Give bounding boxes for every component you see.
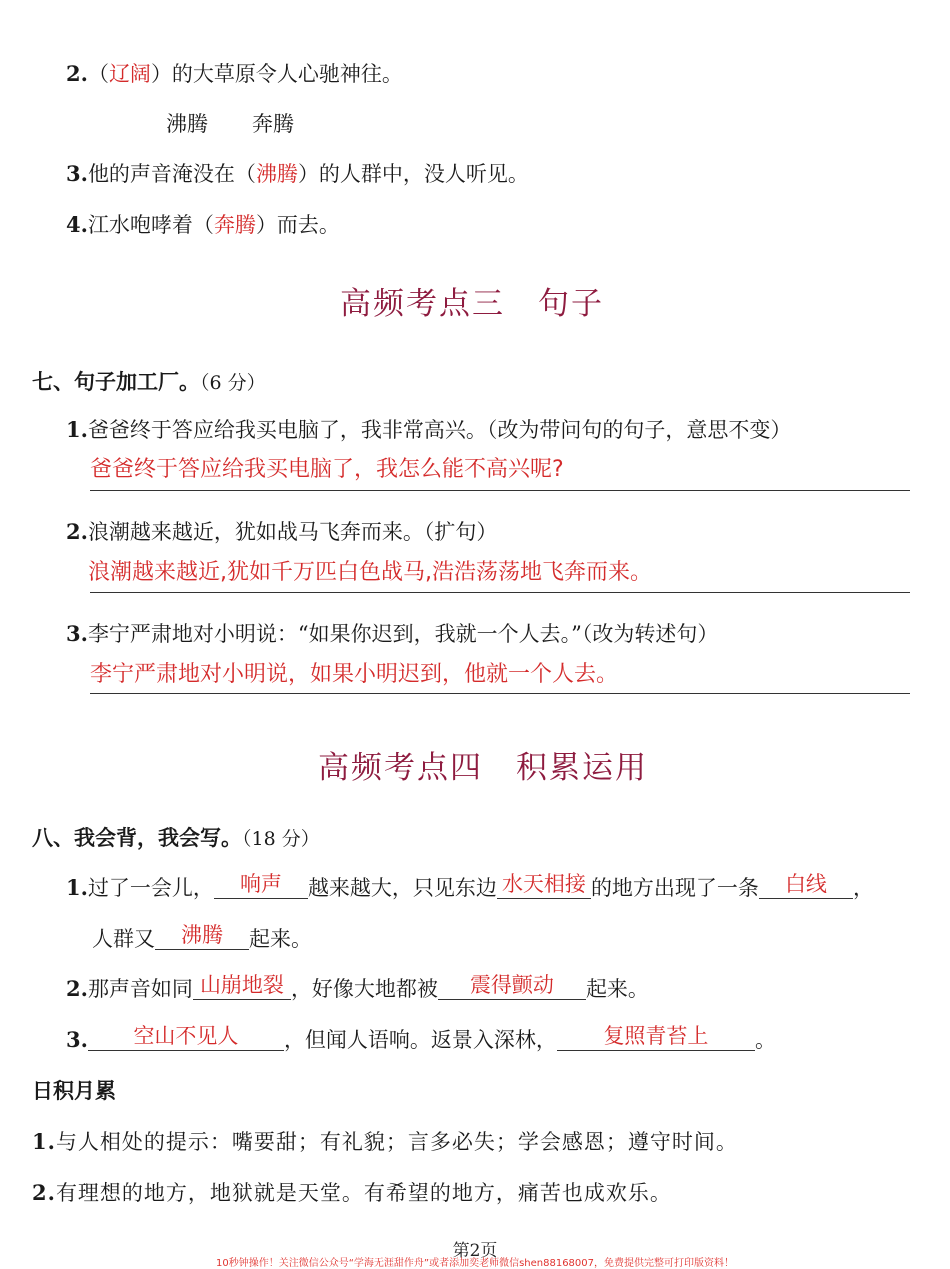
q8-item-1-blank-4[interactable] <box>155 923 249 950</box>
daily-item-1-text: 与人相处的提示：嘴要甜；有礼貌；言多必失；学会感恩；遵守时间。 <box>55 1130 738 1154</box>
item-4-post: ）而去。 <box>255 213 340 237</box>
q7-item-2-answer-line <box>90 592 910 593</box>
item-2-answer: 辽阔 <box>108 62 151 86</box>
item-2-pre: （ <box>87 62 109 86</box>
q8-item-3-answer-1: 空山不见人 <box>133 1024 239 1048</box>
footer-notice: 10秒钟操作！关注微信公众号“学海无涯甜作舟”或者添加奕老师微信shen88168007，免费提供完整可打印版资料！ <box>215 1258 735 1269</box>
q7-item-2-number: 2. <box>66 519 88 544</box>
question-7-score: （6 分） <box>200 372 266 394</box>
question-7-heading <box>32 366 266 396</box>
item-2-number: 2. <box>66 61 88 86</box>
q8-item-1-line-2 <box>92 923 312 953</box>
item-2-post: ）的大草原令人心驰神往。 <box>150 62 403 86</box>
daily-heading: 日积月累 <box>32 1079 116 1103</box>
daily-item-1-number: 1. <box>32 1129 56 1154</box>
q8-item-1-blank-3[interactable] <box>759 872 853 899</box>
q8-item-2-answer-2: 震得颤动 <box>469 973 554 997</box>
q8-item-2-answer-1: 山崩地裂 <box>199 973 284 997</box>
word-choice-2: 奔腾 <box>252 112 294 136</box>
word-choice-1: 沸腾 <box>166 112 208 136</box>
page-number: 第2页 <box>452 1241 498 1261</box>
q7-item-3-answer-line <box>90 693 910 694</box>
q8-item-1-line-1 <box>66 872 874 902</box>
q7-item-2-prompt <box>66 516 497 546</box>
q8-item-1-answer-2: 水天相接 <box>501 872 586 896</box>
q8-item-3-text-1: ，但闻人语响。返景入深林， <box>283 1028 557 1052</box>
daily-item-2-text: 有理想的地方，地狱就是天堂。有希望的地方，痛苦也成欢乐。 <box>55 1181 672 1205</box>
q8-item-2-blank-1[interactable] <box>193 973 291 1000</box>
q8-item-1-text-1: 过了一会儿， <box>87 876 214 900</box>
section-4-title: 高频考点四 积累运用 <box>318 750 648 786</box>
q8-item-1-text-3: 的地方出现了一条 <box>590 876 759 900</box>
q8-item-3-blank-1[interactable] <box>88 1024 284 1051</box>
q8-item-3-text-2: 。 <box>754 1028 776 1052</box>
q8-item-1-text-2: 越来越大，只见东边 <box>307 876 497 900</box>
q7-item-1-answer: 爸爸终于答应给我买电脑了，我怎么能不高兴呢? <box>90 457 564 482</box>
q8-item-1-number: 1. <box>66 875 88 900</box>
item-4 <box>66 209 340 239</box>
q8-item-1-answer-4: 沸腾 <box>181 923 223 947</box>
q7-item-2-answer: 浪潮越来越近,犹如千万匹白色战马,浩浩荡荡地飞奔而来。 <box>88 560 652 585</box>
q8-item-1-text-4: ， <box>852 876 874 900</box>
item-3-answer: 沸腾 <box>255 162 298 186</box>
q8-item-1-line-2-post: 起来。 <box>249 927 312 951</box>
item-2 <box>66 58 403 88</box>
question-7-title: 七、句子加工厂。 <box>32 369 200 394</box>
q7-item-1-text: 爸爸终于答应给我买电脑了，我非常高兴。（改为带问句的句子，意思不变） <box>87 418 792 442</box>
daily-item-1 <box>32 1126 738 1156</box>
q7-item-3-text: 李宁严肃地对小明说：“如果你迟到，我就一个人去。”（改为转述句） <box>87 622 719 646</box>
q8-item-1-blank-1[interactable] <box>214 872 308 899</box>
q7-item-3-prompt <box>66 618 718 648</box>
q8-item-3-number: 3. <box>66 1027 88 1052</box>
q8-item-1-answer-1: 响声 <box>239 872 282 896</box>
q7-item-2-text: 浪潮越来越近，犹如战马飞奔而来。（扩句） <box>87 520 498 544</box>
item-4-pre: 江水咆哮着（ <box>87 213 214 237</box>
q7-item-1-number: 1. <box>66 417 88 442</box>
q8-item-2-text-3: 起来。 <box>585 977 649 1001</box>
q8-item-2-blank-2[interactable] <box>438 973 586 1000</box>
q8-item-2-number: 2. <box>66 976 88 1001</box>
q8-item-1-answer-3: 白线 <box>784 872 827 896</box>
item-4-number: 4. <box>66 212 88 237</box>
q8-item-1-line-2-pre: 人群又 <box>92 927 155 951</box>
q7-item-3-number: 3. <box>66 621 88 646</box>
item-3-pre: 他的声音淹没在（ <box>87 162 256 186</box>
q7-item-1-answer-line <box>90 490 910 491</box>
q8-item-2-text-1: 那声音如同 <box>87 977 193 1001</box>
q7-item-1-prompt <box>66 414 791 444</box>
question-8-heading <box>32 822 320 852</box>
section-3-title: 高频考点三 句子 <box>340 286 604 322</box>
word-choices <box>166 108 338 138</box>
daily-item-2-number: 2. <box>32 1180 56 1205</box>
daily-item-2 <box>32 1177 672 1207</box>
q8-item-3 <box>66 1024 776 1054</box>
question-8-score: （18 分） <box>242 828 320 850</box>
q8-item-2-text-2: ，好像大地都被 <box>290 977 438 1001</box>
item-3 <box>66 158 529 188</box>
q8-item-2 <box>66 973 649 1003</box>
item-4-answer: 奔腾 <box>213 213 256 237</box>
q8-item-1-blank-2[interactable] <box>497 872 591 899</box>
q8-item-3-answer-2: 复照青苔上 <box>603 1024 709 1048</box>
question-8-title: 八、我会背，我会写。 <box>32 825 242 850</box>
q7-item-3-answer: 李宁严肃地对小明说，如果小明迟到，他就一个人去。 <box>90 662 619 687</box>
q8-item-3-blank-2[interactable] <box>557 1024 755 1051</box>
item-3-post: ）的人群中，没人听见。 <box>297 162 529 186</box>
item-3-number: 3. <box>66 161 88 186</box>
